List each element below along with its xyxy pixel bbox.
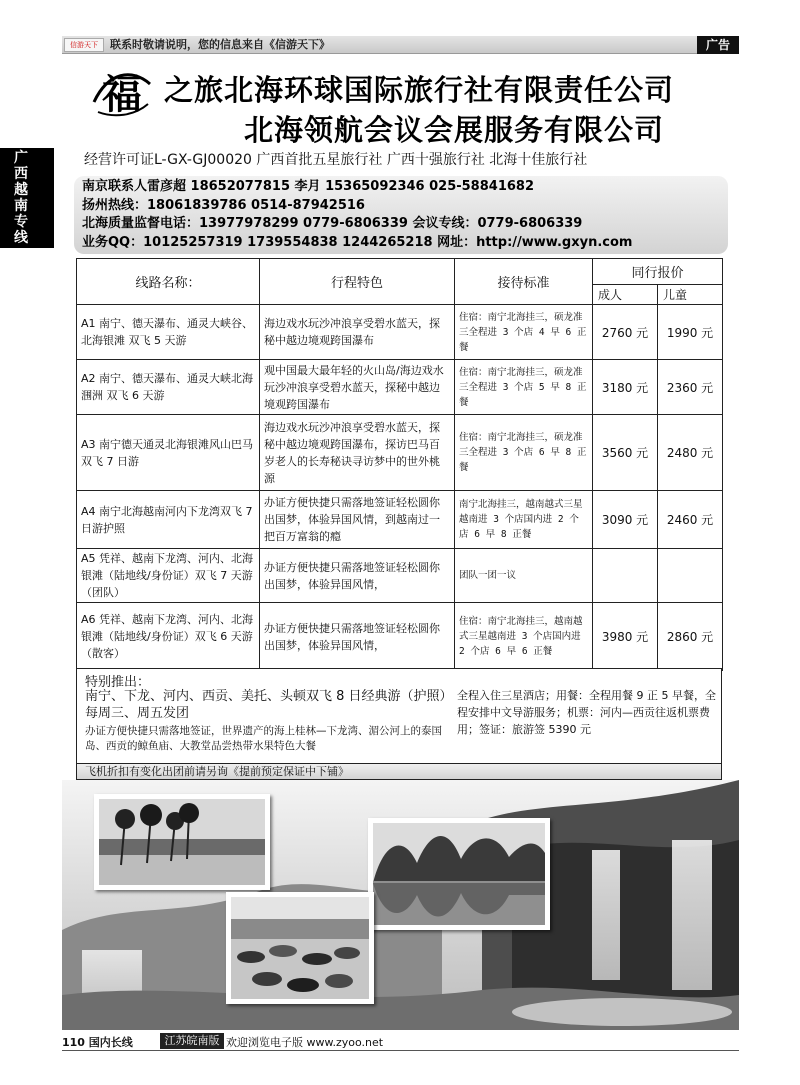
company-name-primary: 之旅北海环球国际旅行社有限责任公司	[164, 73, 675, 107]
beach-palm-photo	[94, 794, 270, 890]
contact-quality: 北海质量监督电话：13977978299 0779-6806339 会议专线：0779-6806339	[82, 216, 583, 232]
route-standard: 住宿：南宁北海挂三，硕龙准三全程进 3 个店 5 早 8 正餐	[455, 360, 593, 415]
contact-nanjing: 南京联系人雷彦超 18652077815 李月 15365092346 025-58841682	[82, 179, 534, 194]
price-adult: 2760 元	[593, 305, 658, 360]
publisher-logo: 信游天下	[64, 38, 104, 52]
header-child: 儿童	[658, 285, 723, 305]
contact-box	[74, 176, 728, 254]
header-standard: 接待标准	[455, 259, 593, 305]
special-description: 办证方便快捷只需落地签证，世界遗产的海上桂林—下龙湾、湄公河上的泰国岛、西贡的鲸鱼庙、大教堂品尝热带水果特色大餐	[85, 725, 442, 752]
route-features: 海边戏水玩沙冲浪享受碧水蓝天，探秘中越边境观跨国瀑布	[260, 305, 455, 360]
price-adult: 3560 元	[593, 415, 658, 491]
price-child: 2480 元	[658, 415, 723, 491]
route-features: 观中国最大最年轻的火山岛/海边戏水玩沙冲浪享受碧水蓝天，探秘中越边境观跨国瀑布	[260, 360, 455, 415]
route-standard: 南宁北海挂三，越南越式三星越南进 3 个店国内进 2 个店 6 早 8 正餐	[455, 491, 593, 549]
company-name-secondary: 北海领航会议会展服务有限公司	[244, 113, 665, 147]
footer-divider	[62, 1050, 739, 1051]
route-name: A4 南宁北海越南河内下龙湾双飞 7 日游护照	[77, 491, 260, 549]
header-price: 同行报价	[593, 259, 723, 285]
special-main: 南宁、下龙、河内、西贡、美托、头顿双飞 8 日经典游（护照）每周三、周五发团	[85, 689, 453, 721]
crowded-beach-photo	[226, 892, 374, 1004]
price-child: 1990 元	[658, 305, 723, 360]
price-adult: 3180 元	[593, 360, 658, 415]
route-features: 办证方便快捷只需落地签证轻松圆你出国梦，体验异国风情，到越南过一把百万富翁的瘾	[260, 491, 455, 549]
fu-calligraphy-logo-icon	[88, 62, 156, 122]
route-name: A6 凭祥、越南下龙湾、河内、北海银滩（陆地线/身份证）双飞 6 天游（散客）	[77, 603, 260, 671]
contact-qq-website: 业务QQ：10125257319 1739554838 1244265218 网址：http://www.gxyn.com	[82, 234, 633, 250]
route-features: 办证方便快捷只需落地签证轻松圆你出国梦，体验异国风情，	[260, 603, 455, 671]
special-offer-box	[76, 668, 722, 764]
route-name: A3 南宁德天通灵北海银滩风山巴马双飞 7 日游	[77, 415, 260, 491]
ad-label: 广告	[697, 36, 739, 54]
price-adult: 3090 元	[593, 491, 658, 549]
price-adult	[593, 549, 658, 603]
beach-umbrellas-image	[231, 897, 369, 999]
route-price-table	[76, 258, 723, 671]
route-name: A2 南宁、德天瀑布、通灵大峡北海涠洲 双飞 6 天游	[77, 360, 260, 415]
route-name: A5 凭祥、越南下龙湾、河内、北海银滩（陆地线/身份证）双飞 7 天游（团队）	[77, 549, 260, 603]
website-note[interactable]: 欢迎浏览电子版 www.zyoo.net	[226, 1036, 384, 1049]
price-child: 2460 元	[658, 491, 723, 549]
palm-beach-image	[99, 799, 265, 885]
contact-yangzhou: 扬州热线：18061839786 0514-87942516	[82, 197, 365, 213]
route-standard: 住宿：南宁北海挂三，越南越式三星越南进 3 个店国内进 2 个店 6 早 6 正餐	[455, 603, 593, 671]
route-standard: 住宿：南宁北海挂三，硕龙准三全程进 3 个店 6 早 8 正餐	[455, 415, 593, 491]
page-footer	[62, 1032, 739, 1052]
table-row	[77, 360, 723, 415]
table-row	[77, 491, 723, 549]
table-row	[77, 305, 723, 360]
flight-note: 飞机折扣有变化出团前请另询《提前预定保证中下铺》	[76, 764, 722, 780]
route-features: 办证方便快捷只需落地签证轻松圆你出国梦，体验异国风情，	[260, 549, 455, 603]
karst-landscape-image	[373, 823, 545, 925]
route-features: 海边戏水玩沙冲浪享受碧水蓝天，探秘中越边境观跨国瀑布，探访巴马百岁老人的长寿秘诀寻访梦中的世外桃源	[260, 415, 455, 491]
table-row	[77, 415, 723, 491]
special-title: 特别推出：	[85, 675, 151, 690]
source-note: 联系时敬请说明，您的信息来自《信游天下》	[110, 38, 330, 51]
edition-label: 江苏皖南版	[160, 1033, 224, 1049]
license-line: 经营许可证L-GX-GJ00020 广西首批五星旅行社 广西十强旅行社 北海十佳旅行社	[84, 152, 588, 168]
route-standard: 团队一团一议	[455, 549, 593, 603]
logo-char: 福	[102, 71, 142, 118]
price-child	[658, 549, 723, 603]
page-number: 110 国内长线	[62, 1036, 133, 1049]
header-features: 行程特色	[260, 259, 455, 305]
special-inclusions: 全程入住三星酒店；用餐：全程用餐 9 正 5 早餐，全程安排中文导游服务；机票：河内—西贡往返机票费用；签证：旅游签 5390 元	[457, 689, 716, 736]
side-category-tab: 广西越南专线	[0, 148, 54, 248]
header-route: 线路名称：	[77, 259, 260, 305]
route-standard: 住宿：南宁北海挂三，硕龙准三全程进 3 个店 4 早 6 正餐	[455, 305, 593, 360]
table-row	[77, 603, 723, 671]
price-child: 2360 元	[658, 360, 723, 415]
route-name: A1 南宁、德天瀑布、通灵大峡谷、北海银滩 双飞 5 天游	[77, 305, 260, 360]
karst-river-photo	[368, 818, 550, 930]
price-adult: 3980 元	[593, 603, 658, 671]
price-child: 2860 元	[658, 603, 723, 671]
header-adult: 成人	[593, 285, 658, 305]
table-row	[77, 549, 723, 603]
company-header	[62, 60, 739, 172]
